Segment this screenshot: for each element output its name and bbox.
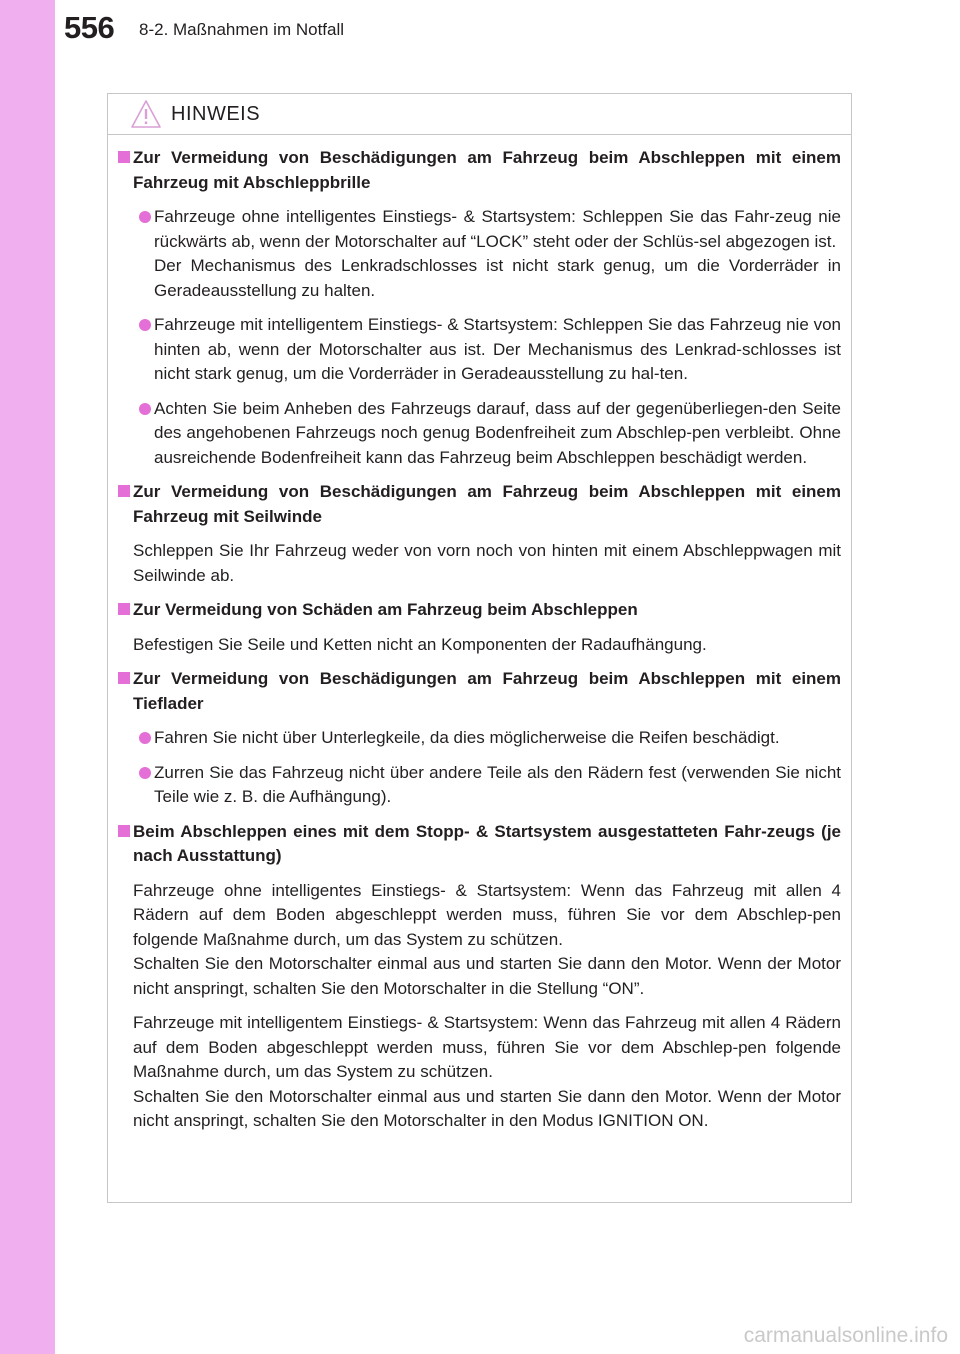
round-bullet-icon	[139, 732, 151, 744]
notice-header	[108, 94, 851, 135]
paragraph-text: Schalten Sie den Motorschalter einmal aus und starten Sie dann den Motor. Wenn der Motor nicht anspringt, schalten Sie den Motorschalter in die Stellung “ON”.	[133, 954, 841, 998]
list-item	[133, 726, 841, 751]
notice-body	[108, 135, 851, 1134]
warning-triangle-icon	[130, 99, 162, 134]
notice-block	[118, 480, 841, 588]
watermark-text: carmanualsonline.info	[743, 1324, 948, 1347]
notice-block	[118, 667, 841, 810]
notice-block	[118, 598, 841, 657]
list-item	[133, 313, 841, 387]
block-heading: Zur Vermeidung von Beschädigungen am Fahrzeug beim Abschleppen mit einem Fahrzeug mit Seilwinde	[133, 482, 841, 526]
block-text: Schleppen Sie Ihr Fahrzeug weder von vorn noch von hinten mit einem Abschleppwagen mit Seilwinde ab.	[133, 541, 841, 585]
list-item	[133, 205, 841, 303]
page-number: 556	[64, 10, 115, 45]
round-bullet-icon	[139, 767, 151, 779]
block-heading: Zur Vermeidung von Beschädigungen am Fahrzeug beim Abschleppen mit einem Tieflader	[133, 669, 841, 713]
list-item-text: Zurren Sie das Fahrzeug nicht über andere Teile als den Rädern fest (verwenden Sie nicht Teile wie z. B. die Aufhängung).	[154, 762, 841, 806]
list-item-text: Der Mechanismus des Lenkradschlosses ist nicht stark genug, um die Vorderräder in Geradeausstellung zu halten.	[154, 256, 841, 300]
list-item-text: Achten Sie beim Anheben des Fahrzeugs darauf, dass auf der gegenüberliegen-den Seite des angehobenen Fahrzeugs noch genug Bodenfreiheit zum Abschlep-pen verbleibt. Ohne ausreichende Bodenfreiheit kann das Fahrzeug beim Abschleppen beschädigt werden.	[154, 398, 841, 467]
block-heading: Zur Vermeidung von Beschädigungen am Fahrzeug beim Abschleppen mit einem Fahrzeug mit Abschleppbrille	[133, 148, 841, 192]
round-bullet-icon	[139, 403, 151, 415]
side-tab-band	[0, 0, 55, 1354]
block-text	[133, 879, 841, 1002]
list-item	[133, 397, 841, 471]
list-item-text: Fahrzeuge ohne intelligentes Einstiegs- & Startsystem: Schleppen Sie das Fahr-zeug nie rückwärts ab, wenn der Motorschalter auf “LOCK” steht oder der Schlüs-sel abgezogen ist.	[154, 207, 841, 251]
round-bullet-icon	[139, 319, 151, 331]
paragraph-text: Fahrzeuge mit intelligentem Einstiegs- & Startsystem: Wenn das Fahrzeug mit allen 4 Rädern auf dem Boden abgeschleppt werden muss, führen Sie vor dem Abschlep-pen folgende Maßnahme durch, um das System zu schützen.	[133, 1013, 841, 1081]
block-heading: Beim Abschleppen eines mit dem Stopp- & Startsystem ausgestatteten Fahr-zeugs (je nach Ausstattung)	[133, 821, 841, 865]
list-item-text: Fahren Sie nicht über Unterlegkeile, da dies möglicherweise die Reifen beschädigt.	[154, 728, 780, 747]
list-item	[133, 761, 841, 810]
square-bullet-icon	[118, 485, 130, 497]
notice-block	[118, 146, 841, 470]
square-bullet-icon	[118, 151, 130, 163]
notice-title: HINWEIS	[171, 103, 261, 125]
notice-block	[118, 820, 841, 1134]
square-bullet-icon	[118, 672, 130, 684]
square-bullet-icon	[118, 825, 130, 837]
square-bullet-icon	[118, 603, 130, 615]
paragraph-text: Schalten Sie den Motorschalter einmal aus und starten Sie dann den Motor. Wenn der Motor nicht anspringt, schalten Sie den Motorschalter in den Modus IGNITION ON.	[133, 1086, 841, 1130]
block-text	[133, 1011, 841, 1134]
notice-box	[107, 93, 852, 1203]
block-heading: Zur Vermeidung von Schäden am Fahrzeug beim Abschleppen	[133, 600, 638, 619]
section-title: 8-2. Maßnahmen im Notfall	[139, 20, 345, 39]
paragraph-text: Fahrzeuge ohne intelligentes Einstiegs- & Startsystem: Wenn das Fahrzeug mit allen 4 Rädern auf dem Boden abgeschleppt werden muss, führen Sie vor dem Abschlep-pen folgende Maßnahme durch, um das System zu schützen.	[133, 880, 841, 949]
block-text: Befestigen Sie Seile und Ketten nicht an Komponenten der Radaufhängung.	[133, 634, 707, 654]
list-item-text: Fahrzeuge mit intelligentem Einstiegs- & Startsystem: Schleppen Sie das Fahrzeug nie von hinten ab, wenn der Motorschalter aus ist. Der Mechanismus des Lenkrad-schlosses ist nicht stark genug, um die Vorderräder in Geradeausstellung zu hal-ten.	[154, 315, 841, 383]
round-bullet-icon	[139, 211, 151, 223]
